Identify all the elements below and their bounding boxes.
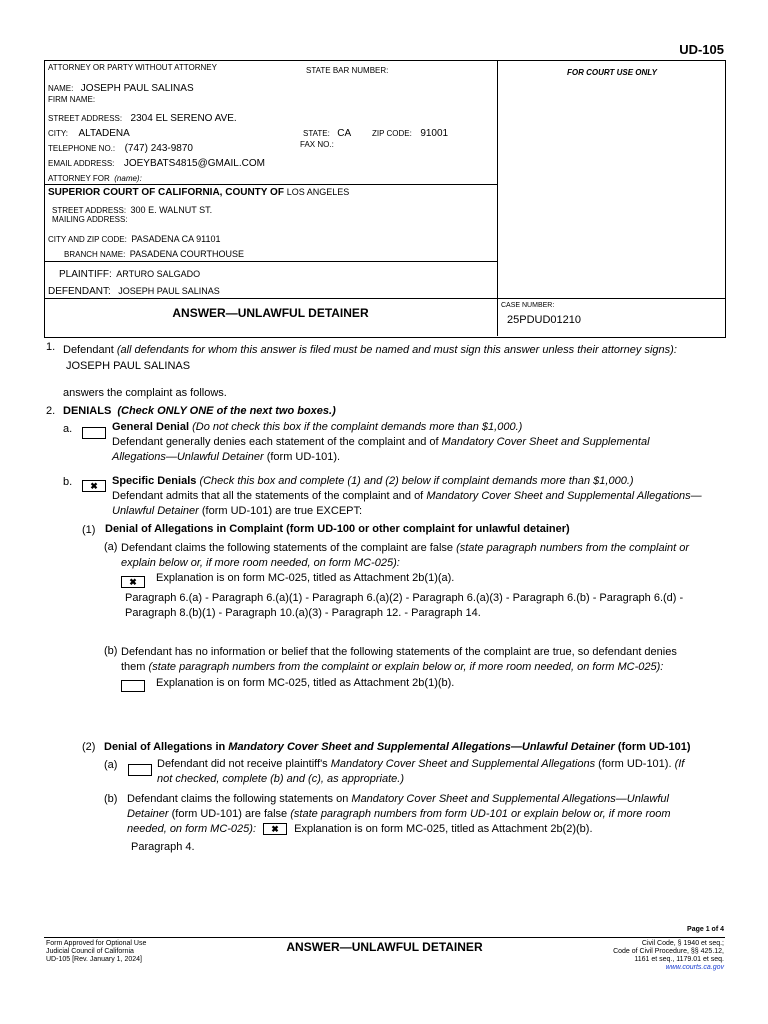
firm-label: FIRM NAME: (48, 95, 96, 104)
general-denial-text: General Denial (Do not check this box if the complaint demands more than $1,000.) Defendant generally denies each statement of the complaint and of Mandatory Cover Sheet and Supplemental Allegations—Unlawful Detainer (form UD-101). (112, 421, 650, 463)
court-street-value[interactable]: 300 E. WALNUT ST. (130, 205, 213, 215)
phone-value[interactable]: (747) 243-9870 (124, 143, 193, 154)
courts-link[interactable]: www.courts.ca.gov (665, 964, 724, 971)
footer-title: ANSWER—UNLAWFUL DETAINER (286, 940, 483, 954)
name-row: NAME: JOSEPH PAUL SALINAS (48, 83, 194, 94)
sub1a-text: Defendant claims the following statements of the complaint are false (state paragraph numbers from the complaint or explain below or, if more room needed, on form MC-025): (121, 542, 690, 569)
sub2b-checkbox[interactable]: ✖ (263, 823, 287, 835)
specific-denials-text: Specific Denials (Check this box and complete (1) and (2) below if complaint demands more than $1,000.) Defendant admits that all the statements of the complaint and of Mandatory Cover Sheet and Supplemental Allegations— Unlawful Detainer (form UD-101) are true EXCEPT: (112, 475, 702, 517)
item1-num: 1. (46, 341, 56, 353)
city-row: CITY: ALTADENA (48, 128, 130, 139)
zip-row: ZIP CODE: 91001 (372, 128, 449, 139)
footer-left: Form Approved for Optional Use Judicial Council of California UD-105 [Rev. January 1, 2024] (46, 940, 147, 963)
sub1a-paragraphs[interactable]: Paragraph 6.(a) - Paragraph 6.(a)(1) - Paragraph 6.(a)(2) - Paragraph 6.(a)(3) - Paragraph 6.(b) - Paragraph 6.(d) - Paragraph 8.(b)(1) - Paragraph 10.(a)(3) - Paragraph 12. - Paragraph 14. (125, 592, 684, 619)
zip-value[interactable]: 91001 (420, 128, 449, 139)
form-id: UD-105 (679, 42, 724, 57)
sub2b-text: Defendant claims the following statements on Mandatory Cover Sheet and Supplemental Allegations—Unlawful Detainer (form UD-101) are false (state paragraph numbers from form UD-101 or explain below or, if more room needed, on form MC-025): ✖ Explanation is on form MC-025, titled as Attachment 2b(2)(b). (127, 793, 671, 835)
state-row: STATE: CA (303, 128, 352, 139)
state-bar-label: STATE BAR NUMBER: (306, 66, 389, 75)
city-value[interactable]: ALTADENA (78, 128, 130, 139)
court-branch-value[interactable]: PASADENA COURTHOUSE (129, 249, 244, 259)
court-title: SUPERIOR COURT OF CALIFORNIA, COUNTY OF LOS ANGELES (48, 187, 350, 198)
page-number: Page 1 of 4 (687, 926, 724, 933)
sub2b-letter: (b) (104, 793, 118, 805)
court-use-label: FOR COURT USE ONLY (567, 68, 657, 77)
email-row: EMAIL ADDRESS: JOEYBATS4815@GMAIL.COM (48, 158, 265, 169)
sub1-title: Denial of Allegations in Complaint (form UD-100 or other complaint for unlawful detainer) (105, 523, 570, 535)
court-city-value[interactable]: PASADENA CA 91101 (131, 234, 221, 244)
sub1b-checkbox[interactable] (121, 677, 145, 695)
item1-defendant-name[interactable]: JOSEPH PAUL SALINAS (66, 360, 191, 372)
sub2b-paragraphs[interactable]: Paragraph 4. (131, 841, 195, 853)
item2b-letter: b. (63, 476, 73, 488)
sub1b-letter: (b) (104, 645, 118, 657)
sub1a-explanation: Explanation is on form MC-025, titled as Attachment 2b(1)(a). (156, 572, 455, 584)
sub2a-letter: (a) (104, 759, 118, 771)
footer-right: Civil Code, § 1940 et seq.; Code of Civil Procedure, §§ 425.12, 1161 et seq., 1179.01 et seq. www.courts.ca.gov (613, 940, 724, 971)
attorney-for-row: ATTORNEY FOR (name): (48, 174, 142, 183)
name-value[interactable]: JOSEPH PAUL SALINAS (80, 83, 194, 94)
sub1b-explanation: Explanation is on form MC-025, titled as Attachment 2b(1)(b). (156, 677, 455, 689)
general-denial-checkbox[interactable] (82, 424, 106, 442)
phone-row: TELEPHONE NO.: (747) 243-9870 (48, 143, 193, 154)
fax-label: FAX NO.: (300, 140, 334, 149)
state-value[interactable]: CA (337, 128, 352, 139)
plaintiff-row: PLAINTIFF: ARTURO SALGADO (59, 269, 201, 280)
sub1-num: (1) (82, 524, 96, 536)
form-title: ANSWER—UNLAWFUL DETAINER (172, 306, 369, 320)
court-mailing-label: MAILING ADDRESS: (52, 215, 128, 224)
sub2a-checkbox[interactable] (128, 761, 152, 779)
sub2a-text: Defendant did not receive plaintiff's Mandatory Cover Sheet and Supplemental Allegations (form UD-101). (If not checked, complete (b) and (c), as appropriate.) (157, 758, 685, 785)
street-row: STREET ADDRESS: 2304 EL SERENO AVE. (48, 113, 237, 124)
attorney-label: ATTORNEY OR PARTY WITHOUT ATTORNEY (48, 63, 217, 72)
denials-heading: DENIALS (Check ONLY ONE of the next two boxes.) (63, 405, 336, 417)
sub1b-text: Defendant has no information or belief that the following statements of the complaint are true, so defendant denies them (state paragraph numbers from the complaint or explain below or, if more room needed, on form MC-025): (121, 646, 677, 673)
item1-answers: answers the complaint as follows. (63, 387, 227, 399)
case-number-value[interactable]: 25PDUD01210 (507, 314, 581, 326)
specific-denials-checkbox[interactable]: ✖ (82, 477, 106, 495)
sub2-title: Denial of Allegations in Mandatory Cover Sheet and Supplemental Allegations—Unlawful Detainer (form UD-101) (104, 741, 691, 753)
court-city-row: CITY AND ZIP CODE: PASADENA CA 91101 (48, 234, 221, 244)
court-county[interactable]: LOS ANGELES (286, 187, 350, 197)
case-number-label: CASE NUMBER: (501, 302, 555, 309)
item2a-letter: a. (63, 423, 73, 435)
street-value[interactable]: 2304 EL SERENO AVE. (130, 113, 237, 124)
court-street-row: STREET ADDRESS: 300 E. WALNUT ST. (52, 205, 213, 215)
sub1a-letter: (a) (104, 541, 118, 553)
defendant-row: DEFENDANT: JOSEPH PAUL SALINAS (48, 286, 220, 297)
defendant-value[interactable]: JOSEPH PAUL SALINAS (118, 286, 220, 296)
sub2-num: (2) (82, 741, 96, 753)
plaintiff-value[interactable]: ARTURO SALGADO (116, 269, 201, 279)
court-branch-row: BRANCH NAME: PASADENA COURTHOUSE (64, 249, 244, 259)
item2-num: 2. (46, 405, 56, 417)
sub1a-checkbox[interactable]: ✖ (121, 573, 145, 591)
email-value[interactable]: JOEYBATS4815@GMAIL.COM (123, 158, 265, 169)
item1-text: Defendant (all defendants for whom this answer is filed must be named and must sign this answer unless their attorney signs): (63, 344, 677, 356)
